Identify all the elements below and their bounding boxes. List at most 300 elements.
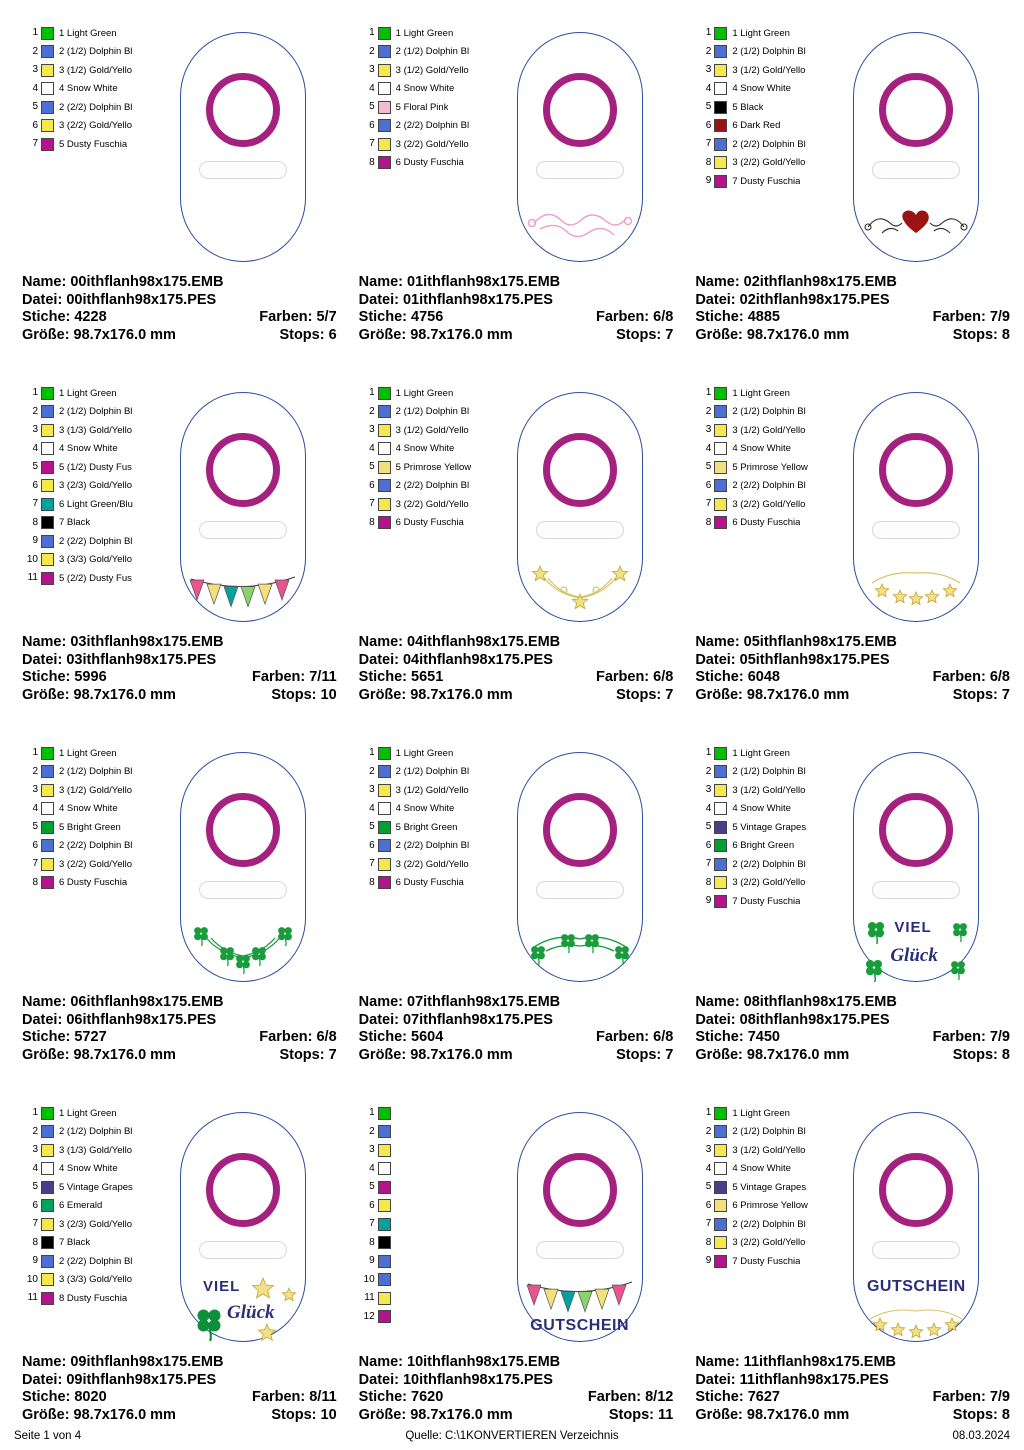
design-preview bbox=[685, 10, 1012, 272]
color-swatch bbox=[41, 101, 54, 114]
color-index: 8 bbox=[705, 876, 712, 888]
design-size: Größe: 98.7x176.0 mm bbox=[22, 326, 176, 343]
color-index: 4 bbox=[369, 802, 375, 814]
color-swatch bbox=[41, 1181, 54, 1194]
design-size: Größe: 98.7x176.0 mm bbox=[695, 1046, 850, 1063]
motif-gutschein-bunting: GUTSCHEIN bbox=[524, 1273, 636, 1349]
design-stops: Stops: 7 bbox=[616, 1046, 674, 1063]
color-swatch bbox=[378, 747, 391, 760]
color-swatch bbox=[41, 747, 54, 760]
color-row bbox=[363, 440, 493, 459]
design-name: Name: 02ithflanh98x175.EMB bbox=[695, 274, 897, 290]
color-label: 4 Snow White bbox=[395, 84, 455, 94]
tag-outline bbox=[853, 392, 979, 622]
color-swatch bbox=[714, 45, 727, 58]
color-label: 3 (1/2) Gold/Yello bbox=[395, 425, 469, 435]
design-info bbox=[349, 274, 676, 344]
color-index: 3 bbox=[32, 424, 38, 436]
design-cell bbox=[685, 370, 1012, 730]
color-index: 1 bbox=[369, 387, 375, 399]
design-file: Datei: 03ithflanh98x175.PES bbox=[22, 651, 217, 668]
color-index: 8 bbox=[32, 516, 38, 528]
tag-outline bbox=[180, 1112, 306, 1342]
color-index: 4 bbox=[32, 442, 38, 454]
color-index: 10 bbox=[363, 1273, 375, 1285]
color-swatch bbox=[378, 876, 391, 889]
design-cell bbox=[685, 1090, 1012, 1450]
color-index: 2 bbox=[705, 1125, 712, 1137]
grommet-ring-icon bbox=[879, 73, 953, 147]
color-label: 1 Light Green bbox=[732, 388, 790, 398]
design-stops: Stops: 7 bbox=[616, 686, 674, 703]
color-swatch bbox=[41, 1125, 54, 1138]
color-index: 11 bbox=[27, 572, 38, 584]
card-slot bbox=[872, 1241, 960, 1259]
color-sequence-list bbox=[26, 1104, 156, 1308]
design-preview bbox=[349, 1090, 676, 1352]
color-label: 7 Dusty Fuschia bbox=[732, 1256, 801, 1266]
color-swatch bbox=[714, 1162, 727, 1175]
color-label: 4 Snow White bbox=[732, 444, 791, 454]
design-file: Datei: 11ithflanh98x175.PES bbox=[695, 1371, 889, 1388]
design-cell bbox=[685, 10, 1012, 370]
design-stops: Stops: 7 bbox=[279, 1046, 337, 1063]
color-row bbox=[363, 763, 493, 782]
color-index: 1 bbox=[32, 1107, 38, 1119]
color-swatch bbox=[378, 405, 391, 418]
color-index: 3 bbox=[369, 1144, 375, 1156]
color-row bbox=[363, 874, 493, 893]
color-index: 9 bbox=[32, 535, 38, 547]
color-row bbox=[26, 24, 156, 43]
color-index: 3 bbox=[705, 784, 712, 796]
color-label: 7 Black bbox=[59, 518, 91, 528]
color-swatch bbox=[41, 498, 54, 511]
color-index: 7 bbox=[369, 498, 375, 510]
design-preview bbox=[349, 730, 676, 992]
color-index: 3 bbox=[705, 64, 712, 76]
color-swatch bbox=[41, 1218, 54, 1231]
color-swatch bbox=[41, 27, 54, 40]
color-swatch bbox=[378, 498, 391, 511]
color-swatch bbox=[714, 1199, 727, 1212]
color-sequence-list bbox=[26, 384, 156, 588]
color-index: 8 bbox=[369, 1236, 375, 1248]
color-label: 3 (2/2) Gold/Yello bbox=[732, 499, 806, 509]
design-stitches: Stiche: 7627 bbox=[695, 1389, 780, 1405]
tag-outline bbox=[853, 1112, 979, 1342]
color-label: 2 (1/2) Dolphin Bl bbox=[59, 407, 133, 417]
color-swatch bbox=[714, 64, 727, 77]
design-colors-count: Farben: 7/9 bbox=[932, 309, 1010, 325]
color-index: 9 bbox=[369, 1255, 375, 1267]
color-label: 5 (2/2) Dusty Fus bbox=[59, 573, 132, 583]
color-swatch bbox=[714, 1255, 727, 1268]
color-index: 9 bbox=[32, 1255, 38, 1267]
color-index: 1 bbox=[32, 747, 38, 759]
design-size: Größe: 98.7x176.0 mm bbox=[358, 1046, 513, 1063]
design-cell bbox=[12, 10, 339, 370]
color-row bbox=[699, 892, 829, 911]
color-swatch bbox=[714, 1107, 727, 1120]
design-preview bbox=[685, 370, 1012, 632]
color-row bbox=[26, 874, 156, 893]
color-row bbox=[26, 403, 156, 422]
color-label: 6 Dusty Fuschia bbox=[395, 518, 464, 528]
color-row bbox=[26, 514, 156, 533]
color-label: 5 Primrose Yellow bbox=[732, 462, 808, 472]
color-row bbox=[699, 403, 829, 422]
color-swatch bbox=[714, 895, 727, 908]
color-row bbox=[26, 80, 156, 99]
color-index: 3 bbox=[705, 424, 712, 436]
color-row bbox=[26, 1141, 156, 1160]
color-swatch bbox=[41, 1255, 54, 1268]
color-row bbox=[26, 135, 156, 154]
motif-heart-swirl bbox=[860, 193, 972, 269]
design-preview bbox=[12, 10, 339, 272]
color-swatch bbox=[41, 858, 54, 871]
color-swatch bbox=[41, 1107, 54, 1120]
color-row bbox=[26, 117, 156, 136]
color-index: 1 bbox=[32, 387, 38, 399]
color-label: 2 (1/2) Dolphin Bl bbox=[732, 1127, 806, 1137]
color-label: 1 Light Green bbox=[732, 1108, 790, 1118]
color-label: 5 Bright Green bbox=[59, 822, 121, 832]
color-index: 2 bbox=[369, 765, 375, 777]
design-stitches: Stiche: 4228 bbox=[22, 309, 107, 325]
color-index: 5 bbox=[369, 101, 375, 113]
color-label: 4 Snow White bbox=[395, 804, 455, 814]
color-label: 2 (2/2) Dolphin Bl bbox=[59, 841, 133, 851]
card-slot bbox=[536, 521, 624, 539]
color-row bbox=[26, 1252, 156, 1271]
color-swatch bbox=[41, 1144, 54, 1157]
color-row bbox=[26, 763, 156, 782]
tag-graphic bbox=[835, 22, 1010, 268]
design-file: Datei: 00ithflanh98x175.PES bbox=[22, 291, 217, 308]
tag-outline bbox=[180, 392, 306, 622]
design-name: Name: 08ithflanh98x175.EMB bbox=[695, 994, 897, 1010]
design-file: Datei: 05ithflanh98x175.PES bbox=[695, 651, 890, 668]
design-stitches: Stiche: 7450 bbox=[695, 1029, 780, 1045]
color-index: 1 bbox=[369, 1107, 375, 1119]
color-row bbox=[699, 1141, 829, 1160]
color-sequence-list bbox=[699, 744, 829, 911]
color-swatch bbox=[41, 119, 54, 132]
color-sequence-list bbox=[699, 1104, 829, 1271]
design-file: Datei: 01ithflanh98x175.PES bbox=[358, 291, 553, 308]
color-index: 4 bbox=[705, 1162, 712, 1174]
color-label: 1 Light Green bbox=[395, 28, 454, 38]
color-index: 6 bbox=[32, 1199, 38, 1211]
design-preview bbox=[685, 1090, 1012, 1352]
color-label: 2 (1/2) Dolphin Bl bbox=[732, 767, 806, 777]
color-label: 3 (2/2) Gold/Yello bbox=[732, 158, 806, 168]
color-index: 11 bbox=[364, 1292, 375, 1304]
color-label: 7 Black bbox=[59, 1238, 91, 1248]
color-label: 1 Light Green bbox=[395, 748, 454, 758]
color-label: 2 (1/2) Dolphin Bl bbox=[732, 407, 806, 417]
design-file: Datei: 04ithflanh98x175.PES bbox=[358, 651, 553, 668]
color-sequence-list bbox=[26, 24, 156, 154]
tag-graphic bbox=[162, 1102, 337, 1348]
color-label: 7 Dusty Fuschia bbox=[732, 176, 801, 186]
color-index: 5 bbox=[369, 821, 375, 833]
color-row bbox=[26, 1104, 156, 1123]
color-label: 3 (1/2) Gold/Yello bbox=[395, 785, 469, 795]
color-index: 2 bbox=[32, 765, 38, 777]
color-swatch bbox=[41, 839, 54, 852]
color-label: 5 Bright Green bbox=[395, 822, 458, 832]
color-swatch bbox=[378, 516, 391, 529]
color-swatch bbox=[714, 858, 727, 871]
design-stitches: Stiche: 5727 bbox=[22, 1029, 107, 1045]
color-sequence-list bbox=[26, 744, 156, 892]
grommet-ring-icon bbox=[206, 793, 280, 867]
color-label: 3 (2/2) Gold/Yello bbox=[395, 499, 469, 509]
color-swatch bbox=[41, 1199, 54, 1212]
color-row bbox=[363, 744, 493, 763]
color-swatch bbox=[41, 405, 54, 418]
design-stitches: Stiche: 4756 bbox=[358, 309, 444, 325]
color-label: 4 Snow White bbox=[59, 444, 118, 454]
color-index: 8 bbox=[369, 876, 375, 888]
color-index: 1 bbox=[369, 747, 375, 759]
color-label: 2 (1/2) Dolphin Bl bbox=[732, 47, 806, 57]
page-footer bbox=[0, 1430, 1024, 1442]
color-row bbox=[363, 1308, 493, 1327]
color-index: 7 bbox=[369, 1218, 375, 1230]
color-row bbox=[363, 1160, 493, 1179]
color-index: 3 bbox=[369, 424, 375, 436]
design-preview bbox=[685, 730, 1012, 992]
color-index: 2 bbox=[369, 45, 375, 57]
color-label: 3 (2/2) Gold/Yello bbox=[59, 121, 133, 131]
design-info bbox=[685, 274, 1012, 344]
color-label: 6 Dusty Fuschia bbox=[732, 518, 801, 528]
color-index: 4 bbox=[705, 442, 712, 454]
design-name: Name: 04ithflanh98x175.EMB bbox=[358, 634, 561, 650]
color-swatch bbox=[41, 442, 54, 455]
color-swatch bbox=[378, 119, 391, 132]
color-index: 11 bbox=[27, 1292, 38, 1304]
grommet-ring-icon bbox=[543, 73, 617, 147]
color-index: 6 bbox=[705, 1199, 712, 1211]
color-row bbox=[363, 421, 493, 440]
grommet-ring-icon bbox=[206, 73, 280, 147]
color-index: 2 bbox=[705, 45, 712, 57]
color-label: 5 Dusty Fuschia bbox=[59, 139, 128, 149]
motif-bunting-color bbox=[187, 553, 299, 629]
design-size: Größe: 98.7x176.0 mm bbox=[358, 326, 513, 343]
color-row bbox=[363, 837, 493, 856]
design-stitches: Stiche: 6048 bbox=[695, 669, 780, 685]
color-row bbox=[699, 61, 829, 80]
color-swatch bbox=[378, 138, 391, 151]
color-swatch bbox=[41, 553, 54, 566]
color-swatch bbox=[378, 82, 391, 95]
color-row bbox=[363, 1197, 493, 1216]
color-row bbox=[26, 1160, 156, 1179]
design-size: Größe: 98.7x176.0 mm bbox=[358, 686, 513, 703]
color-index: 8 bbox=[705, 156, 712, 168]
color-swatch bbox=[714, 82, 727, 95]
tag-outline bbox=[853, 752, 979, 982]
color-row bbox=[363, 384, 493, 403]
color-swatch bbox=[378, 858, 391, 871]
color-label: 2 (2/2) Dolphin Bl bbox=[59, 1256, 133, 1266]
color-label: 3 (2/2) Gold/Yello bbox=[732, 1238, 806, 1248]
color-index: 3 bbox=[369, 64, 375, 76]
color-label: 7 Dusty Fuschia bbox=[732, 896, 801, 906]
card-slot bbox=[536, 881, 624, 899]
color-row bbox=[699, 1178, 829, 1197]
color-label: 1 Light Green bbox=[59, 748, 117, 758]
color-label: 3 (1/3) Gold/Yello bbox=[59, 425, 133, 435]
color-label: 4 Snow White bbox=[732, 84, 791, 94]
color-swatch bbox=[41, 821, 54, 834]
color-index: 4 bbox=[369, 82, 375, 94]
color-label: 3 (1/2) Gold/Yello bbox=[732, 785, 806, 795]
design-name: Name: 05ithflanh98x175.EMB bbox=[695, 634, 897, 650]
color-swatch bbox=[714, 119, 727, 132]
color-row bbox=[26, 384, 156, 403]
grommet-ring-icon bbox=[206, 433, 280, 507]
design-stops: Stops: 8 bbox=[952, 1406, 1010, 1423]
color-index: 2 bbox=[705, 405, 712, 417]
color-label: 4 Snow White bbox=[59, 84, 118, 94]
color-swatch bbox=[378, 1181, 391, 1194]
color-swatch bbox=[41, 535, 54, 548]
color-row bbox=[699, 781, 829, 800]
color-row bbox=[699, 154, 829, 173]
color-swatch bbox=[714, 1236, 727, 1249]
color-swatch bbox=[378, 1236, 391, 1249]
color-index: 1 bbox=[705, 27, 712, 39]
color-row bbox=[699, 495, 829, 514]
color-label: 3 (1/2) Gold/Yello bbox=[732, 425, 806, 435]
color-index: 5 bbox=[369, 461, 375, 473]
design-size: Größe: 98.7x176.0 mm bbox=[695, 1406, 850, 1423]
color-swatch bbox=[41, 802, 54, 815]
color-row bbox=[363, 1271, 493, 1290]
color-label: 1 Light Green bbox=[732, 28, 790, 38]
color-row bbox=[363, 781, 493, 800]
color-row bbox=[699, 24, 829, 43]
design-stitches: Stiche: 4885 bbox=[695, 309, 780, 325]
color-index: 6 bbox=[369, 479, 375, 491]
design-cell bbox=[12, 730, 339, 1090]
design-cell bbox=[349, 10, 676, 370]
color-swatch bbox=[378, 1255, 391, 1268]
color-label: 1 Light Green bbox=[59, 388, 117, 398]
motif-gold-star-row bbox=[860, 553, 972, 629]
color-label: 1 Light Green bbox=[59, 28, 117, 38]
color-index: 3 bbox=[369, 784, 375, 796]
color-swatch bbox=[378, 442, 391, 455]
color-index: 8 bbox=[705, 516, 712, 528]
color-index: 8 bbox=[369, 516, 375, 528]
color-swatch bbox=[41, 1273, 54, 1286]
color-row bbox=[363, 495, 493, 514]
design-info bbox=[12, 274, 339, 344]
design-file: Datei: 02ithflanh98x175.PES bbox=[695, 291, 890, 308]
design-info bbox=[12, 994, 339, 1064]
color-swatch bbox=[714, 516, 727, 529]
color-sequence-list bbox=[363, 744, 493, 892]
color-row bbox=[363, 514, 493, 533]
color-label: 4 Snow White bbox=[395, 444, 455, 454]
color-swatch bbox=[714, 876, 727, 889]
color-swatch bbox=[378, 156, 391, 169]
color-row bbox=[26, 1271, 156, 1290]
color-swatch bbox=[714, 802, 727, 815]
grommet-ring-icon bbox=[543, 433, 617, 507]
color-index: 5 bbox=[32, 1181, 38, 1193]
color-label: 4 Snow White bbox=[732, 1164, 791, 1174]
color-label: 5 Floral Pink bbox=[395, 102, 449, 112]
color-swatch bbox=[714, 839, 727, 852]
color-row bbox=[699, 1252, 829, 1271]
design-stitches: Stiche: 7620 bbox=[358, 1389, 444, 1405]
color-row bbox=[363, 1178, 493, 1197]
color-swatch bbox=[378, 765, 391, 778]
color-row bbox=[699, 1197, 829, 1216]
color-swatch bbox=[41, 784, 54, 797]
color-index: 4 bbox=[32, 802, 38, 814]
color-index: 7 bbox=[32, 498, 38, 510]
color-index: 6 bbox=[369, 119, 375, 131]
color-row bbox=[699, 514, 829, 533]
design-stops: Stops: 10 bbox=[271, 686, 337, 703]
color-swatch bbox=[41, 45, 54, 58]
design-info bbox=[685, 994, 1012, 1064]
color-row bbox=[699, 763, 829, 782]
color-index: 1 bbox=[369, 27, 375, 39]
motif-clover-vine bbox=[187, 913, 299, 989]
color-swatch bbox=[714, 138, 727, 151]
color-row bbox=[363, 1215, 493, 1234]
design-preview bbox=[349, 370, 676, 632]
color-label: 6 Light Green/Blu bbox=[59, 499, 133, 509]
color-swatch bbox=[378, 802, 391, 815]
tag-graphic bbox=[162, 22, 337, 268]
color-swatch bbox=[41, 1162, 54, 1175]
card-slot bbox=[872, 521, 960, 539]
color-swatch bbox=[714, 479, 727, 492]
color-row bbox=[26, 1234, 156, 1253]
color-label: 6 Primrose Yellow bbox=[732, 1201, 808, 1211]
color-swatch bbox=[378, 1292, 391, 1305]
color-row bbox=[699, 855, 829, 874]
color-index: 6 bbox=[32, 119, 38, 131]
color-index: 6 bbox=[705, 119, 712, 131]
color-row bbox=[363, 1104, 493, 1123]
color-sequence-list bbox=[363, 24, 493, 172]
color-swatch bbox=[41, 1236, 54, 1249]
color-swatch bbox=[41, 424, 54, 437]
tag-outline bbox=[517, 392, 643, 622]
color-row bbox=[699, 80, 829, 99]
color-row bbox=[699, 1234, 829, 1253]
design-stitches: Stiche: 8020 bbox=[22, 1389, 107, 1405]
design-stops: Stops: 8 bbox=[952, 326, 1010, 343]
design-preview bbox=[349, 10, 676, 272]
color-row bbox=[26, 818, 156, 837]
color-index: 4 bbox=[32, 82, 38, 94]
color-swatch bbox=[714, 461, 727, 474]
